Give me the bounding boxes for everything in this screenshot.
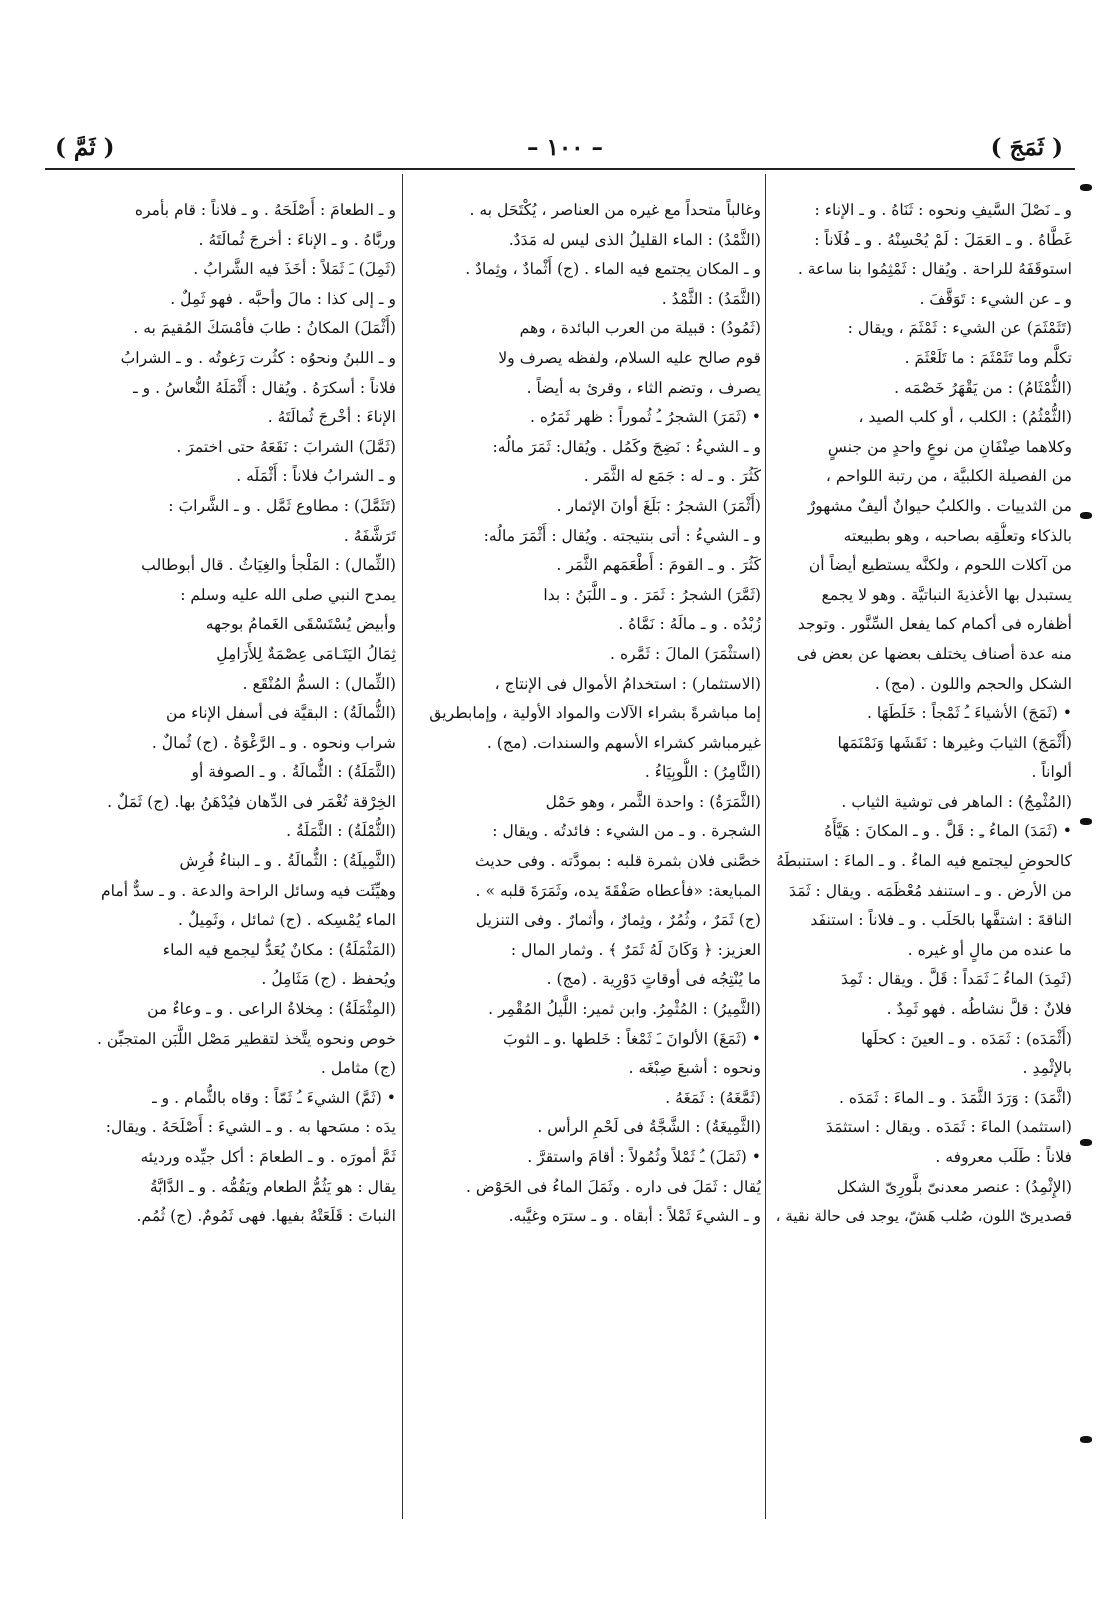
entry-line: (الثَّمْدُ) : الماء القليلُ الذى ليس له مَدَدٌ. bbox=[508, 230, 761, 249]
entry-line: الشكل والحجم واللون . (مج) . bbox=[874, 674, 1072, 693]
entry-line: (الثَّمِيرُ) : المُثْمِرُ. وابن ثمير: اللَّيلُ المُقْمِر . bbox=[488, 1000, 761, 1019]
scan-mark bbox=[1080, 1139, 1092, 1146]
entry-line: الخِرْقة تُغْمَر فى الدِّهان فيُدْهَنُ بها. (ج) ثَمَلٌ . bbox=[107, 792, 396, 811]
entry-line: و ـ عن الشيء : تَوَقَّفَ . bbox=[919, 289, 1072, 308]
entry-line: (الإِثْمِدُ) : عنصر معدنىّ بلَّورِىّ الشكل bbox=[836, 1177, 1072, 1196]
entry-line: يصرف ، وتضم الثاء ، وقرئ به أيضاً . bbox=[526, 378, 761, 397]
entry-line: (ثَمَّرَ) الشجرُ : ثَمَرَ . و ـ اللَّبَنُ : بدا bbox=[543, 585, 761, 604]
entry-line: وربَّاهُ . و ـ الإناءَ : أخرجَ ثُمالَتَهُ . bbox=[198, 230, 396, 249]
entry-line: فلانٌ : قلَّ نشاطُه . فهو ثَمِدٌ . bbox=[886, 1000, 1072, 1019]
entry-line: (الثِّمال) : المَلْجأ والغِيَاثُ . قال أبوطالب bbox=[141, 556, 396, 575]
entry-line: العزيز: ﴿ وَكَانَ لَهُ ثَمَرٌ ﴾ . وثمار المال : bbox=[510, 940, 761, 959]
entry-line: خصَّنى فلان بثمرة قلبه : بمودَّته . وفى حديث bbox=[475, 852, 761, 871]
entry-line: • (ثَمَدَ) الماءُ ـِ : قَلَّ . و ـ المكانَ : هَيَّأَهُ bbox=[824, 822, 1072, 841]
entry-line: بالإثْمِدِ . bbox=[1022, 1059, 1072, 1078]
entry-line: الناقةَ : اشتفَّها بالحَلَب . و ـ فلاناً : استنفَد bbox=[810, 911, 1072, 930]
entry-line: (ثَمَّلَ) الشرابَ : نَقَعَهُ حتى اختمرَ . bbox=[176, 437, 396, 456]
entry-line: و ـ الشيءُ : أتى بنتيجته . ويُقال : أَثْمَرَ مالُه: bbox=[483, 526, 761, 545]
entry-line: ثَمَّ أمورَه . و ـ الطعامَ : أكل جيِّده ورديئه bbox=[140, 1148, 396, 1166]
entry-line: خوص ونحوه يتَّخذ لتقطير مَصْل اللَّبَن المتجبِّن . bbox=[96, 1029, 396, 1048]
entry-line: غيرمباشر كشراء الأسهم والسندات. (مج) . bbox=[486, 733, 761, 752]
entry-line: المبايعة: «فأعطاه صَفْقَةَ يده، وثَمَرَةَ قلبه » . bbox=[475, 881, 761, 900]
entry-line: و ـ إلى كذا : مالَ وأحبَّه . فهو ثَمِلٌ . bbox=[170, 289, 396, 308]
entry-line: قصديرىّ اللون، صُلب هَشّ، يوجد فى حالة نقية ، bbox=[775, 1207, 1072, 1226]
entry-line: • (ثَمَلَ) ـُ ثَمْلاً وثُمُولاً : أقامَ واستقرَّ . bbox=[527, 1148, 761, 1166]
entry-line: ما يُنْتِجُه فى أوقاتٍ دَوْرِية . (مج) . bbox=[546, 970, 761, 989]
entry-line: كَثُرَ . و ـ له : جَمَع له الثَّمَر . bbox=[583, 467, 761, 486]
entry-line: (أَثْمَرَ) الشجرُ : بَلَغَ أوانَ الإثمار . bbox=[556, 496, 761, 515]
entry-line: • (ثَمَجَ) الأشياءَ ـُ ثَمْجاً : خَلَطَهَا . bbox=[866, 704, 1072, 723]
column-divider-left bbox=[402, 174, 403, 1519]
entry-line: (الثَّامِرُ) : اللُّوبِيَاءُ . bbox=[644, 763, 761, 782]
entry-line: زُبْدُه . و ـ مالَهُ : نَمَّاهُ . bbox=[618, 615, 761, 634]
entry-line: (الثَّمَرَةُ) : واحدة الثَّمر ، وهو حَمْل bbox=[545, 792, 761, 811]
entry-line: (الثِّمال) : السمُّ المُنْقَع . bbox=[242, 674, 396, 693]
entry-line: وغالباً متحداً مع غيره من العناصر ، يُكْتَحَل به . bbox=[469, 201, 761, 219]
entry-line: و ـ اللبنُ ونحوُه : كثُرت رَغوتُه . و ـ الشرابُ bbox=[120, 348, 396, 367]
entry-line: (أَثْمَلَ) المكانُ : طابَ فأمْسَكَ المُقيمَ به . bbox=[133, 319, 396, 338]
entry-line: (الثَّمِيغَةُ) : الشَّجَّةُ فى لَحْمِ الرأس . bbox=[537, 1118, 761, 1137]
entry-line: فلاناً : أسكرَهُ . ويُقال : أَثْمَلَهُ النُّعاسُ . و ـ bbox=[133, 378, 396, 397]
entry-line: (الثَّمِيلَةُ) : الثُّمالَةُ . و ـ البناءُ فُرِش bbox=[179, 852, 396, 871]
entry-line: من آكلات اللحوم ، ولكنَّه يستطيع أيضاً أن bbox=[808, 556, 1072, 575]
entry-line: شراب ونحوه . و ـ الرَّغْوَةُ . (ج) ثُمالٌ . bbox=[151, 733, 396, 752]
entry-line: من الأرض . و ـ استنفد مُعْظَمَه . ويقال : ثَمَدَ bbox=[789, 881, 1072, 900]
entry-line: و ـ الشيءُ : نَضِجَ وكَمُل . ويُقال: ثَمَرَ مالُه: bbox=[492, 437, 761, 456]
entry-line: (تَثَمَّلَ) : مطاوع ثَمَّل . و ـ الشَّرابَ : bbox=[168, 496, 396, 515]
entry-line: (الثُّمْثَامُ) : من يَقْهَرُ خَصْمَه . bbox=[894, 378, 1072, 397]
entry-line: يستبدل بها الأغذيةَ النباتيَّة . وهو لا يجمع bbox=[821, 585, 1072, 604]
entry-line: ألواناً . bbox=[1031, 763, 1072, 782]
entry-line: (ثَمَّغَهُ) : ثَمَغَهُ . bbox=[665, 1088, 761, 1107]
entry-line: (تَثَمْثَمَ) عن الشيء : ثَمْثَمَ ، ويقال : bbox=[847, 319, 1072, 338]
entry-line: غَطَّاهُ . و ـ العَمَلَ : لَمْ يُحْسِنْهُ . و ـ فُلَاناً : bbox=[814, 230, 1072, 249]
entry-line: تَرَشَّفَهُ . bbox=[343, 526, 396, 545]
entry-line: (المِثْمَلَةُ) : مِخلاةُ الراعى . و ـ وعاءٌ من bbox=[147, 1000, 396, 1019]
entry-line: وأبيض يُسْتَسْقَى الغَمامُ بوجهه bbox=[205, 615, 396, 634]
entry-line: و ـ الطعامَ : أَصْلَحَهُ . و ـ فلاناً : قام بأمره bbox=[134, 201, 396, 219]
page-header bbox=[45, 128, 1075, 168]
entry-line: ونحوه : أشبعَ صِبْغَه . bbox=[628, 1059, 761, 1078]
header-rule bbox=[45, 168, 1075, 170]
entry-line: منه عدة أصناف يختلف بعضها عن بعض فى bbox=[796, 644, 1072, 663]
entry-line: (الثُّمْلَةُ) : الثَّمَلَةُ . bbox=[286, 822, 396, 841]
entry-line: (ج) مثامل . bbox=[320, 1059, 396, 1078]
entry-line: إما مباشرةً بشراء الآلات والمواد الأولية ، وإمابطريق bbox=[429, 704, 761, 723]
entry-line: ويُحفظ . (ج) مَثَامِلُ . bbox=[261, 970, 396, 989]
entry-line: استوقَفَهُ للراحة . ويُقال : ثَمْثِمُوا بنا ساعة . bbox=[797, 260, 1072, 279]
entry-line: (ج) ثَمَرٌ ، وثُمُرٌ ، وثِمارٌ ، وأثمارٌ . وفى التنزيل bbox=[475, 911, 761, 930]
entry-line: وهيِّئَت فيه وسائل الراحة والدعة . و ـ سدٌّ أمام bbox=[101, 881, 396, 900]
entry-line: (الثُّمالَةُ) : البقيَّة فى أسفل الإناء من bbox=[166, 704, 396, 723]
entry-line: و ـ المكان يجتمع فيه الماء . (ج) أَثْمادٌ ، وثِمادٌ . bbox=[465, 260, 761, 279]
entry-line: (ثَمُودُ) : قبيلة من العرب البائدة ، وهم bbox=[519, 319, 761, 338]
entry-line: (أَثْمَدَه) : ثَمَدَه . و ـ العينَ : كحلَها bbox=[861, 1029, 1072, 1048]
scan-mark bbox=[1080, 1436, 1092, 1443]
column-divider-right bbox=[765, 174, 766, 1519]
entry-line: ثِمَالُ اليَتَـامَى عِصْمَةٌ لِلأَرَامِلِ bbox=[216, 644, 396, 663]
column-right bbox=[771, 196, 1072, 1516]
entry-line: أظفاره فى أكمام كما يفعل السِّنَّور . وتوجد bbox=[797, 615, 1072, 634]
entry-line: كالحوضِ ليجتمع فيه الماءُ . و ـ الماءَ : استنبطَهُ bbox=[776, 852, 1072, 871]
entry-line: (الاستثمار) : استخدامُ الأموال فى الإنتاج ، bbox=[494, 674, 761, 693]
entry-line: من الفصيلة الكلبيَّة ، من رتبة اللواحم ، bbox=[825, 467, 1072, 486]
entry-line: الشجرة . و ـ من الشيء : فائدتُه . ويقال : bbox=[492, 822, 761, 841]
entry-line: و ـ الشيءَ ثَمْلاً : أبقاه . و ـ سترَه وغيَّبه. bbox=[508, 1207, 761, 1226]
entry-line: وكلاهما صِنْفَانِ من نوعٍ واحدٍ من جنسٍ bbox=[827, 437, 1072, 456]
header-first-entry: ( ثَمَجَ ) bbox=[990, 134, 1063, 161]
entry-line: من الثدييات . والكلبُ حيوانٌ أليفٌ مشهورٌ bbox=[807, 496, 1072, 515]
entry-line: تكلَّم وما تَثَمْثَمَ : ما تَلَعْثَمَ . bbox=[904, 348, 1072, 367]
entry-line: (الثُّمْثُمُ) : الكلب ، أو كلب الصيد ، bbox=[858, 408, 1072, 427]
scan-mark bbox=[1080, 184, 1092, 191]
entry-line: قوم صالح عليه السلام، ولفظه يصرف ولا bbox=[498, 348, 761, 367]
entry-line: (استثمد) الماءَ : ثَمَدَه . ويقال : استثمَدَ bbox=[825, 1118, 1072, 1137]
entry-line: يقال : هو يَثُمُّ الطعام ويَقُمُّه . و ـ الدَّابَّةُ bbox=[149, 1177, 396, 1196]
entry-line: يُقال : ثَمَلَ فى داره . وثَمَلَ الماءُ فى الحَوْض . bbox=[465, 1177, 761, 1196]
entry-line: (الثَّمَلَةُ) : الثُّمالَةُ . و ـ الصوفة أو bbox=[191, 763, 396, 782]
entry-line: يدَه : مسَحها به . و ـ الشيءَ : أَصْلَحَهُ . ويقال: bbox=[105, 1118, 396, 1137]
entry-line: الماء يُمْسِكه . (ج) ثمائل ، وثَمِيلٌ . bbox=[178, 911, 396, 930]
entry-line: (أَثْمَجَ) الثيابَ وغيرها : نَقَشَها وَنَمْنَمَها bbox=[837, 733, 1072, 752]
entry-line: و ـ الشرابُ فلاناً : أَثْمَلَه . bbox=[236, 467, 396, 486]
entry-line: ما عنده من مالٍ أو غيره . bbox=[907, 940, 1072, 959]
entry-line: (الثَّمَدُ) : الثَّمْدُ . bbox=[661, 289, 761, 308]
entry-line: (المَثْمَلَةُ) : مكانٌ يُعَدُّ ليجمع فيه الماء bbox=[162, 940, 396, 959]
entry-line: يمدح النبي صلى الله عليه وسلم : bbox=[180, 585, 396, 604]
entry-line: النباتَ : قَلَعَتْهُ بفيها. فهى ثَمُومٌ. (ج) ثُمُم. bbox=[136, 1207, 396, 1226]
scan-mark bbox=[1080, 818, 1092, 825]
entry-line: (اثَّمَدَ) : وَرَدَ الثَّمَدَ . و ـ الماءَ : ثَمَدَه . bbox=[838, 1088, 1072, 1107]
column-middle bbox=[408, 196, 761, 1516]
column-left bbox=[46, 196, 396, 1516]
entry-line: • (ثَمَّ) الشيءَ ـُ ثَمّاً : وقاه بالثُّمام . و ـ bbox=[152, 1088, 396, 1107]
entry-line: (ثَمِلَ) ـَ ثَمَلاً : أخَذَ فيه الشَّرابُ . bbox=[193, 260, 396, 279]
scan-mark bbox=[1080, 512, 1092, 519]
header-last-entry: ( ثَمَّ ) bbox=[55, 134, 115, 161]
entry-line: (المُثْمِجُ) : الماهر فى توشية الثياب . bbox=[841, 792, 1072, 811]
entry-line: (ثَمِدَ) الماءُ ـَ ثَمَداً : قَلَّ . ويقال : ثَمِدَ bbox=[840, 970, 1072, 989]
entry-line: (استثْمَرَ) المالَ : ثَمَّره . bbox=[610, 644, 761, 663]
entry-line: • (ثَمَرَ) الشجرُ ـُ ثُموراً : ظهر ثَمَرُه . bbox=[529, 408, 761, 427]
entry-line: بالذكاء وتعلُّقِه بصاحبه ، وهو بطبيعته bbox=[843, 526, 1072, 545]
entry-line: • (ثَمَغَ) الألوانَ ـَ ثَمْغاً : خَلطها .و ـ الثوبَ bbox=[502, 1029, 761, 1048]
page-number: – ١٠٠ – bbox=[526, 134, 604, 161]
entry-line: فلاناً : طَلَب معروفه . bbox=[935, 1148, 1072, 1166]
entry-line: الإناءَ : أخْرجَ ثُمالَتَهُ . bbox=[267, 408, 396, 427]
entry-line: كَثُرَ . و ـ القومَ : أَطْعَمَهم الثَّمَر . bbox=[556, 556, 761, 575]
entry-line: و ـ نَصْلَ السَّيفِ ونحوه : ثَنَاهُ . و ـ الإناء : bbox=[814, 201, 1072, 219]
